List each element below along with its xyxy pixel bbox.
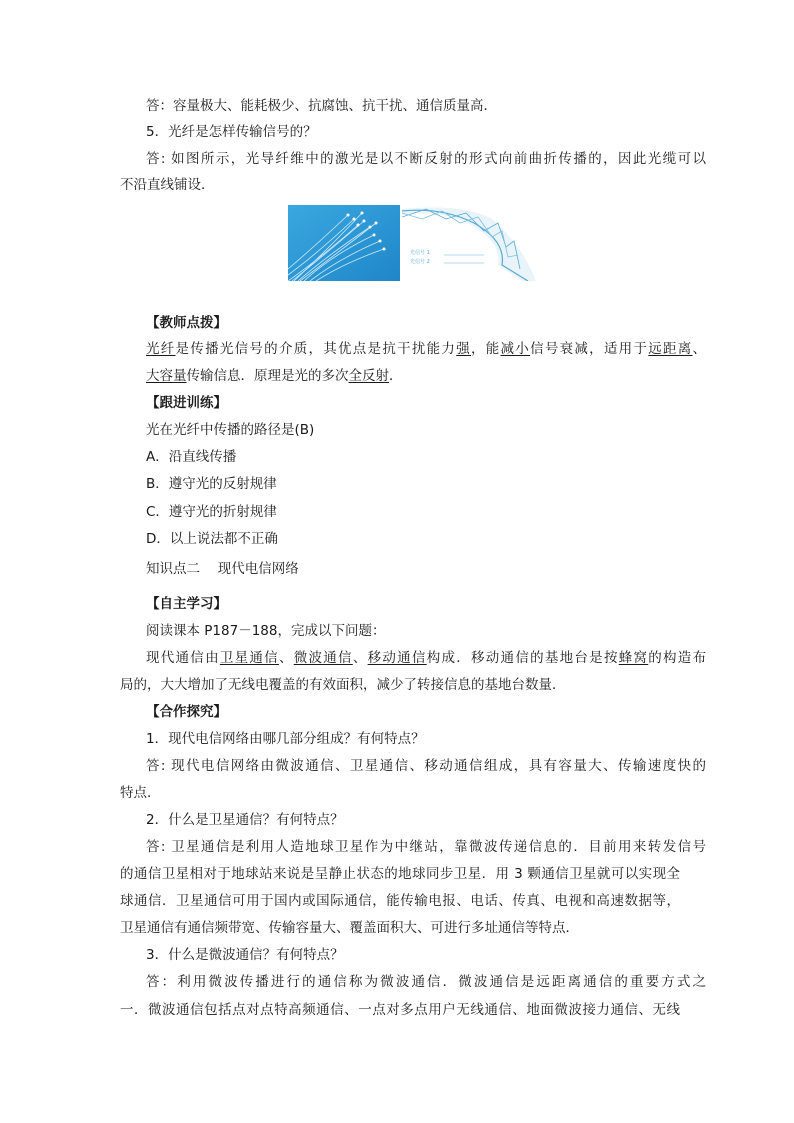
answer-2-line2: 的通信卫星相对于地球站来说是呈静止状态的地球同步卫星．用 3 颗通信卫星就可以实现全 [120, 866, 680, 882]
teacher-tip-line2: 大容量传输信息．原理是光的多次全反射． [146, 368, 403, 384]
option-d: D．以上说法都不正确 [146, 531, 278, 547]
option-c: C．遵守光的折射规律 [146, 504, 277, 520]
signal-label-2: 光信号 2 [410, 259, 430, 265]
optical-fiber-photo [288, 205, 400, 281]
question-1: 1．现代电信网络由哪几部分组成？有何特点？ [146, 731, 425, 747]
answer-2-line4: 卫星通信有通信频带宽、传输容量大、覆盖面积大、可进行多址通信等特点． [120, 920, 579, 936]
self-study-heading: 【自主学习】 [146, 596, 227, 612]
fiber-reflection-diagram [402, 205, 536, 281]
follow-up-heading: 【跟进训练】 [146, 395, 227, 411]
question-5: 5．光纤是怎样传输信号的？ [146, 124, 317, 140]
option-a: A．沿直线传播 [146, 449, 237, 465]
self-study-line1: 现代通信由卫星通信、微波通信、移动通信构成．移动通信的基地台是按蜂窝的构造布 [146, 650, 707, 666]
answer-3-line2: 一．微波通信包括点对点特高频通信、一点对多点用户无线通信、地面微波接力通信、无线 [120, 1002, 680, 1018]
cooperative-heading: 【合作探究】 [146, 704, 227, 720]
question-2: 2．什么是卫星通信？有何特点？ [146, 812, 344, 828]
answer-1-line1: 答: 现代电信网络由微波通信、卫星通信、移动通信组成，具有容量大、传输速度快的 [146, 758, 706, 774]
reading-instruction: 阅读课本 P187－188，完成以下问题： [146, 623, 386, 639]
answer-4: 答：容量极大、能耗极少、抗腐蚀、抗干扰、通信质量高． [146, 98, 497, 114]
self-study-line2: 局的，大大增加了无线电覆盖的有效面积，减少了转接信息的基地台数量． [120, 677, 566, 693]
answer-5-line1: 答: 如图所示，光导纤维中的激光是以不断反射的形式向前曲折传播的，因此光缆可以 [146, 151, 706, 167]
question-3: 3．什么是微波通信？有何特点？ [146, 947, 344, 963]
knowledge-point-2: 知识点二 现代电信网络 [146, 561, 299, 577]
teacher-tip-heading: 【教师点拨】 [146, 315, 227, 331]
answer-5-line2: 不沿直线铺设． [120, 177, 215, 193]
follow-up-question: 光在光纤中传播的路径是(B) [146, 422, 315, 438]
teacher-tip-line1: 光纤是传播光信号的介质，其优点是抗干扰能力强，能减小信号衰减，适用于远距离、 [146, 341, 707, 357]
signal-label-1: 光信号 1 [410, 250, 430, 256]
answer-1-line2: 特点． [120, 785, 161, 801]
answer-2-line1: 答: 卫星通信是利用人造地球卫星作为中继站，靠微波传递信息的．目前用来转发信号 [146, 839, 706, 855]
answer-2-line3: 球通信．卫星通信可用于国内或国际通信，能传输电报、电话、传真、电视和高速数据等， [120, 893, 680, 909]
answer-3-line1: 答：利用微波传播进行的通信称为微波通信．微波通信是远距离通信的重要方式之 [146, 974, 706, 990]
fiber-figures [288, 205, 536, 281]
option-b: B．遵守光的反射规律 [146, 476, 277, 492]
